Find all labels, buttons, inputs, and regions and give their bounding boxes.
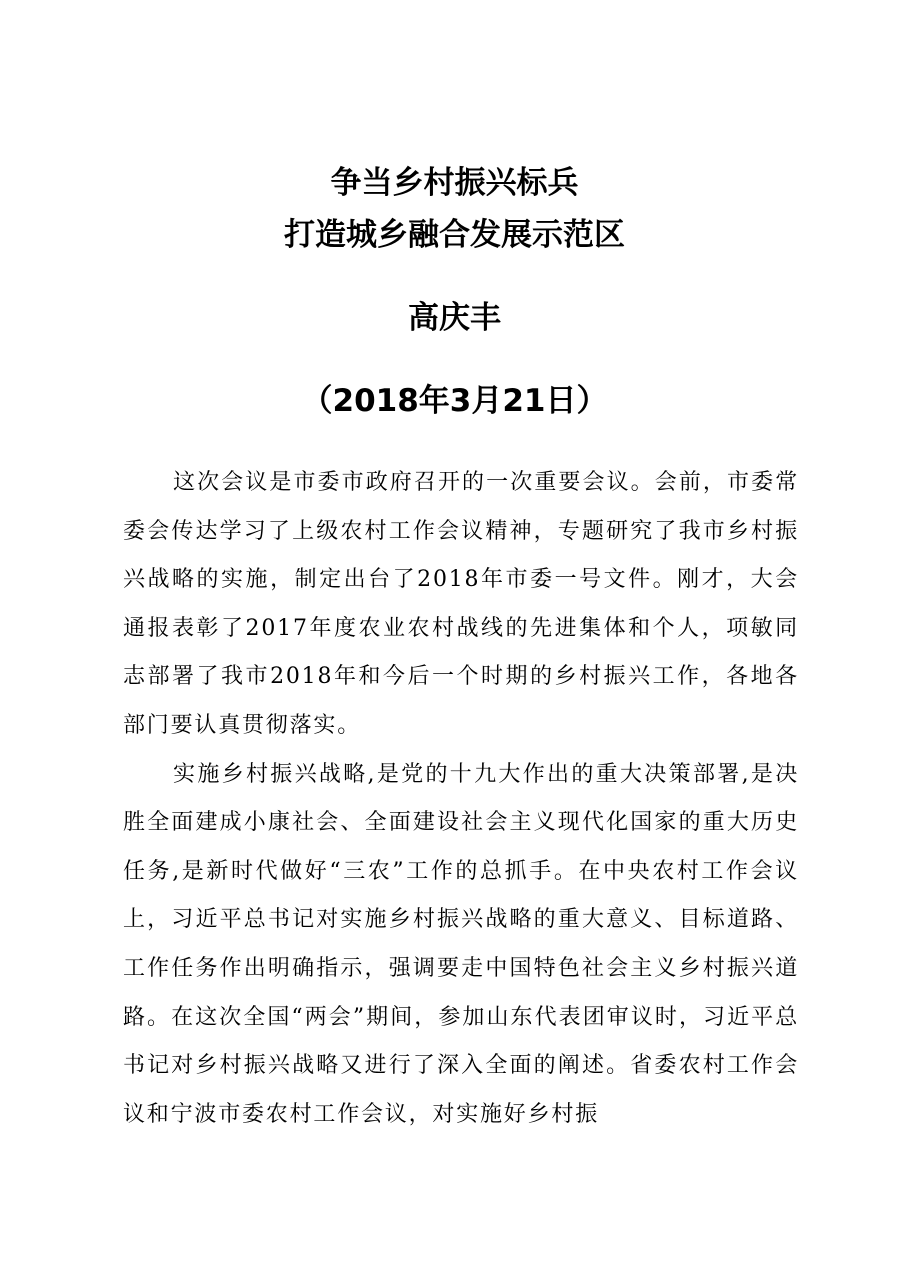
document-body <box>123 459 799 1139</box>
title-line-1: 争当乡村振兴标兵 <box>330 165 579 201</box>
author-name: 高庆丰 <box>408 300 501 336</box>
speech-date: （2018年3月21日） <box>301 383 608 419</box>
paragraph-2: 实施乡村振兴战略,是党的十九大作出的重大决策部署,是决胜全面建成小康社会、全面建设社会主义现代化国家的重大历史任务,是新时代做好“三农”工作的总抓手。在中央农村工作会议上，习近平总书记对实施乡村振兴战略的重大意义、目标道路、工作任务作出明确指示，强调要走中国特色社会主义乡村振兴道路。在这次全国“两会”期间，参加山东代表团审议时，习近平总书记对乡村振兴战略又进行了深入全面的阐述。省委农村工作会议和宁波市委农村工作会议，对实施好乡村振 <box>123 761 799 1127</box>
title-line-2: 打造城乡融合发展示范区 <box>284 217 625 253</box>
paragraph-1: 这次会议是市委市政府召开的一次重要会议。会前，市委常委会传达学习了上级农村工作会议精神，专题研究了我市乡村振兴战略的实施，制定出台了2018年市委一号文件。刚才，大会通报表彰了2017年度农业农村战线的先进集体和个人，项敏同志部署了我市2018年和今后一个时期的乡村振兴工作，各地各部门要认真贯彻落实。 <box>123 470 799 738</box>
